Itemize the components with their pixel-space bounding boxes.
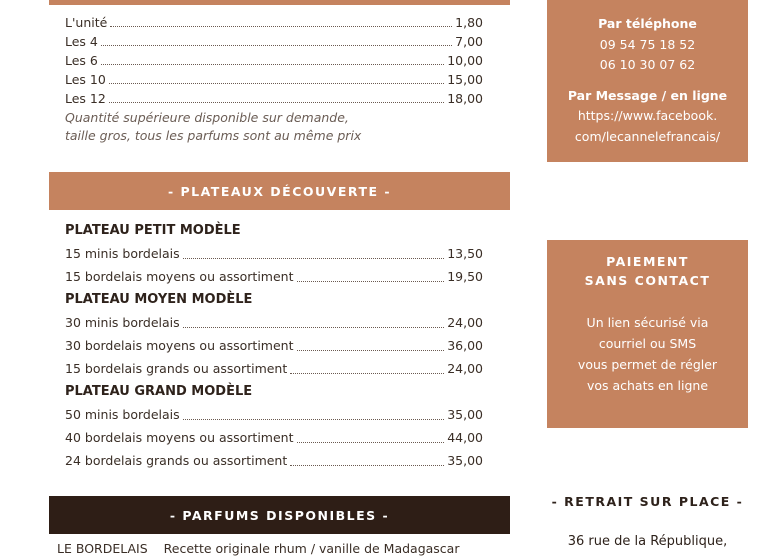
plateau-price: 36,00 <box>447 338 483 353</box>
plateau-label: 30 minis bordelais <box>65 315 180 330</box>
flavor-name: LE BORDELAIS <box>57 541 148 556</box>
dot-leader <box>290 373 444 374</box>
dot-leader <box>297 442 445 443</box>
retrait-heading: - RETRAIT SUR PLACE - <box>551 494 744 509</box>
price-label: Les 4 <box>65 34 98 49</box>
plateau-row <box>65 449 483 472</box>
plateau-price: 13,50 <box>447 246 483 261</box>
unit-note-line1: Quantité supérieure disponible sur demande, <box>65 110 349 125</box>
plateau-price: 44,00 <box>447 430 483 445</box>
plateau-large-title: PLATEAU GRAND MODÈLE <box>65 384 253 399</box>
plateau-small-title: PLATEAU PETIT MODÈLE <box>65 223 241 238</box>
payment-text-4: vos achats en ligne <box>586 378 709 393</box>
dot-leader <box>297 350 445 351</box>
dot-leader <box>101 45 452 46</box>
flavor-description: Recette originale rhum / vanille de Madagascar <box>163 541 460 556</box>
plateau-label: 15 bordelais moyens ou assortiment <box>65 269 294 284</box>
price-value: 18,00 <box>447 91 483 106</box>
plateau-price: 19,50 <box>447 269 483 284</box>
plateaux-heading: - PLATEAUX DÉCOUVERTE - <box>49 172 510 210</box>
facebook-link-line1[interactable]: https://www.facebook. <box>577 108 718 123</box>
plateau-price: 24,00 <box>447 315 483 330</box>
price-label: Les 6 <box>65 53 98 68</box>
phone-heading: Par téléphone <box>598 16 697 31</box>
payment-text-1: Un lien sécurisé via <box>586 315 709 330</box>
plateau-medium-title: PLATEAU MOYEN MODÈLE <box>65 292 253 307</box>
dot-leader <box>290 465 444 466</box>
plateaux-list <box>65 219 483 472</box>
phone-number-2[interactable]: 06 10 30 07 62 <box>599 57 696 72</box>
dot-leader <box>183 258 445 259</box>
dot-leader <box>183 327 445 328</box>
parfums-heading: - PARFUMS DISPONIBLES - <box>49 496 510 534</box>
address-line-1: 36 rue de la République, <box>567 534 728 549</box>
plateau-label: 15 bordelais grands ou assortiment <box>65 361 288 376</box>
dot-leader <box>297 281 445 282</box>
plateau-row <box>65 426 483 449</box>
unit-price-list <box>65 13 483 146</box>
plateau-row <box>65 265 483 288</box>
plateau-row <box>65 334 483 357</box>
unit-note-line2: taille gros, tous les parfums sont au même prix <box>65 128 362 143</box>
price-row <box>65 51 483 70</box>
dot-leader <box>109 102 444 103</box>
payment-text-3: vous permet de régler <box>577 357 718 372</box>
plateau-price: 24,00 <box>447 361 483 376</box>
contact-box <box>547 0 748 162</box>
payment-text-2: courriel ou SMS <box>598 336 697 351</box>
plateau-price: 35,00 <box>447 407 483 422</box>
plateau-label: 30 bordelais moyens ou assortiment <box>65 338 294 353</box>
plateau-label: 50 minis bordelais <box>65 407 180 422</box>
price-row <box>65 32 483 51</box>
plateau-label: 24 bordelais grands ou assortiment <box>65 453 288 468</box>
message-heading: Par Message / en ligne <box>567 87 728 103</box>
plateau-label: 15 minis bordelais <box>65 246 180 261</box>
top-header-band <box>49 0 510 5</box>
dot-leader <box>110 26 452 27</box>
price-row <box>65 13 483 32</box>
payment-heading-2: SANS CONTACT <box>584 273 711 288</box>
price-label: Les 10 <box>65 72 106 87</box>
price-label: L'unité <box>65 15 108 30</box>
dot-leader <box>101 64 444 65</box>
price-value: 10,00 <box>447 53 483 68</box>
price-label: Les 12 <box>65 91 106 106</box>
price-value: 15,00 <box>447 72 483 87</box>
plateau-label: 40 bordelais moyens ou assortiment <box>65 430 294 445</box>
price-value: 1,80 <box>455 15 483 30</box>
flavor-row <box>57 541 475 556</box>
dot-leader <box>183 419 445 420</box>
payment-heading-1: PAIEMENT <box>606 254 689 269</box>
plateau-row <box>65 242 483 265</box>
payment-box <box>547 240 748 428</box>
facebook-link-line2[interactable]: com/lecannelefrancais/ <box>574 128 721 144</box>
plateau-row <box>65 357 483 380</box>
plateau-row <box>65 311 483 334</box>
phone-number-1[interactable]: 09 54 75 18 52 <box>599 36 696 52</box>
price-row <box>65 70 483 89</box>
price-value: 7,00 <box>455 34 483 49</box>
plateau-row <box>65 403 483 426</box>
plateau-price: 35,00 <box>447 453 483 468</box>
price-row <box>65 89 483 108</box>
dot-leader <box>109 83 444 84</box>
